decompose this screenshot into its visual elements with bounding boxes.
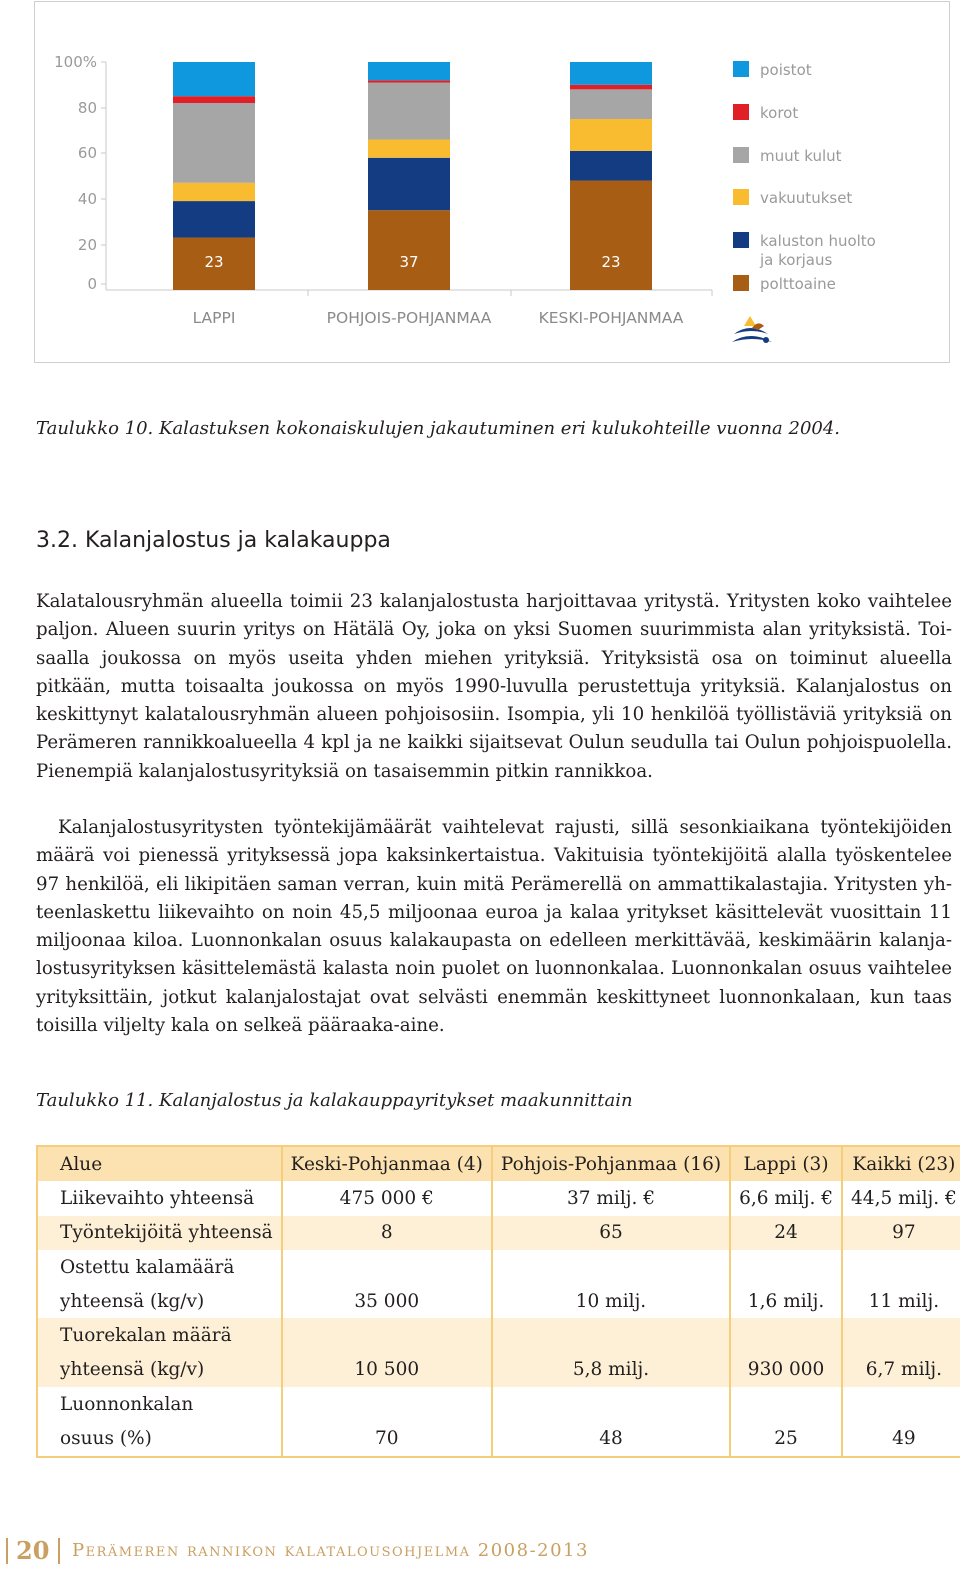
table-row — [37, 1353, 960, 1387]
bar-segment-poistot — [570, 62, 652, 85]
table-cell: 65 — [492, 1216, 730, 1250]
table-cell: 6,6 milj. € — [730, 1181, 842, 1215]
header-cell-pohjois: Pohjois-Pohjanmaa (16) — [492, 1146, 730, 1181]
bar-segment-korot — [570, 85, 652, 90]
y-tick-label: 0 — [87, 275, 97, 293]
table-cell: 1,6 milj. — [730, 1284, 842, 1318]
bar-segment-korot — [173, 96, 255, 103]
footer-divider — [58, 1538, 60, 1564]
bar-segment-kaluston-huolto-ja-korjaus — [173, 201, 255, 237]
bar-segment-vakuutukset — [368, 140, 450, 158]
y-tick-label: 60 — [77, 144, 97, 162]
logo-icon — [732, 316, 772, 343]
bar-segment-korot — [368, 80, 450, 82]
table-cell: 70 — [282, 1421, 492, 1456]
legend-swatch — [733, 147, 749, 163]
bar-segment-poistot — [368, 62, 450, 80]
bar-segment-muut-kulut — [570, 89, 652, 119]
bar-segment-polttoaine — [368, 210, 450, 290]
bar-segment-polttoaine — [570, 181, 652, 290]
row-label: Työntekijöitä yhteensä — [37, 1216, 282, 1250]
table-cell: 37 milj. € — [492, 1181, 730, 1215]
table-11-caption: Taulukko 11. Kalanjalostus ja kalakauppayritykset maakunnittain — [36, 1090, 633, 1111]
table-row — [37, 1318, 960, 1352]
table-cell: 35 000 — [282, 1284, 492, 1318]
legend-swatch — [733, 232, 749, 248]
table-row — [37, 1250, 960, 1284]
bar-segment-muut-kulut — [173, 103, 255, 183]
legend-swatch — [733, 189, 749, 205]
table-cell: 48 — [492, 1421, 730, 1456]
stacked-bar-chart — [0, 0, 960, 370]
table-cell: 11 milj. — [842, 1284, 960, 1318]
header-cell-keski: Keski-Pohjanmaa (4) — [282, 1146, 492, 1181]
table-row — [37, 1181, 960, 1215]
table-cell: 97 — [842, 1216, 960, 1250]
row-label-cont: osuus (%) — [60, 1428, 152, 1450]
y-tick-label: 20 — [77, 236, 97, 254]
table-cell: 930 000 — [730, 1353, 842, 1387]
data-label: 23 — [601, 253, 621, 271]
enterprises-table — [36, 1145, 960, 1458]
header-cell-lappi: Lappi (3) — [730, 1146, 842, 1181]
table-cell: 8 — [282, 1216, 492, 1250]
row-label-cont: yhteensä (kg/v) — [37, 1353, 282, 1387]
bar-segment-kaluston-huolto-ja-korjaus — [570, 151, 652, 181]
category-label: LAPPI — [192, 309, 236, 327]
table-header-row — [37, 1146, 960, 1181]
legend-label: kaluston huolto — [760, 232, 876, 250]
header-cell-area: Alue — [37, 1146, 282, 1181]
table-cell: 10 milj. — [492, 1284, 730, 1318]
legend-swatch — [733, 104, 749, 120]
legend-label: poistot — [760, 61, 812, 79]
table-row — [37, 1421, 960, 1456]
row-label: Luonnonkalan — [60, 1393, 194, 1415]
category-label: POHJOIS-POHJANMAA — [326, 309, 492, 327]
row-label: Ostettu kalamäärä — [60, 1256, 235, 1278]
table-10-caption: Taulukko 10. Kalastuksen kokonaiskulujen jakautuminen eri kulukohteille vuonna 2004. — [36, 418, 841, 439]
row-label: Tuorekalan määrä — [37, 1318, 282, 1352]
bar-segment-kaluston-huolto-ja-korjaus — [368, 158, 450, 210]
bar-segment-vakuutukset — [173, 183, 255, 201]
page-number: 20 — [16, 1536, 50, 1565]
table-row — [37, 1284, 960, 1318]
data-label: 23 — [204, 253, 224, 271]
table-cell: 5,8 milj. — [492, 1353, 730, 1387]
table-cell: 44,5 milj. € — [842, 1181, 960, 1215]
y-tick-label: 80 — [77, 99, 97, 117]
footer-divider — [6, 1538, 8, 1564]
legend-label: polttoaine — [760, 275, 836, 293]
bar-segment-poistot — [173, 62, 255, 96]
y-tick-label: 100% — [54, 53, 97, 71]
table-row — [37, 1216, 960, 1250]
y-tick-label: 40 — [77, 190, 97, 208]
legend-label: muut kulut — [760, 147, 842, 165]
legend-label: vakuutukset — [760, 189, 853, 207]
bar-segment-muut-kulut — [368, 83, 450, 140]
header-cell-all: Kaikki (23) — [842, 1146, 960, 1181]
paragraph-1: Kalatalousryhmän alueella toimii 23 kalanjalostusta harjoittavaa yritystä. Yritysten koko vaihtelee paljon. Alueen suurin yritys on Hätälä Oy, joka on yksi Suomen suurimmista alan yrityksistä. Toisaalla joukossa on myös useita yhden miehen yrityksiä. Yrityksistä osa on toiminut alueella pitkään, mutta toisaalta joukossa on myös 1990-luvulla perustettuja yrityksiä. Kalanjalostus on keskittynyt kalatalousryhmän alueen pohjoisosiin. Isompia, yli 10 henkilöä työllistäviä yrityksiä on Perämeren rannikkoalueella 4 kpl ja ne kaikki sijaitsevat Oulun seudulla tai Oulun pohjoispuolella. Pienempiä kalanjalostusyrityksiä on tasaisemmin pitkin rannikkoa. — [36, 591, 952, 782]
section-heading: 3.2. Kalanjalostus ja kalakauppa — [36, 528, 391, 553]
row-label: Liikevaihto yhteensä — [60, 1187, 255, 1209]
table-cell: 24 — [730, 1216, 842, 1250]
legend-label: ja korjaus — [760, 251, 833, 269]
category-label: KESKI-POHJANMAA — [538, 309, 684, 327]
table-row — [37, 1387, 960, 1421]
legend-label: korot — [760, 104, 799, 122]
table-cell: 49 — [842, 1421, 960, 1456]
publication-title: Perämeren rannikon kalatalousohjelma 2008-2013 — [72, 1540, 589, 1561]
table-cell: 475 000 € — [282, 1181, 492, 1215]
legend-swatch — [733, 275, 749, 291]
legend-swatch — [733, 61, 749, 77]
data-label: 37 — [399, 253, 419, 271]
table-cell: 25 — [730, 1421, 842, 1456]
page-footer — [0, 1532, 960, 1566]
table-cell: 10 500 — [282, 1353, 492, 1387]
bar-segment-vakuutukset — [570, 119, 652, 151]
paragraph-2: Kalanjalostusyritysten työntekijämäärät vaihtelevat rajusti, sillä sesonkiaikana työntekijöiden määrä voi pienessä yrityksessä jopa kaksinkertaistua. Vakituisia työntekijöitä alalla työskentelee 97 henkilöä, eli likipitäen saman verran, kuin mitä Perämerellä on ammattikalastajia. Yritysten yhteenlaskettu liikevaihto on noin 45,5 miljoonaa euroa ja kalaa yritykset käsittelevät vuosittain 11 miljoonaa kiloa. Luonnonkalan osuus kalakaupasta on edelleen merkittävää, keskimäärin kalanjalostusyrityksen käsittelemästä kalasta noin puolet on luonnonkalaa. Luonnonkalan osuus vaihtelee yrityksittäin, jotkut kalanjalostajat ovat selvästi enemmän keskittyneet luonnonkalaan, kun taas toisilla viljelty kala on selkeä pääraaka-aine. — [36, 817, 952, 1037]
table-cell: 6,7 milj. — [842, 1353, 960, 1387]
row-label-cont: yhteensä (kg/v) — [60, 1290, 205, 1312]
